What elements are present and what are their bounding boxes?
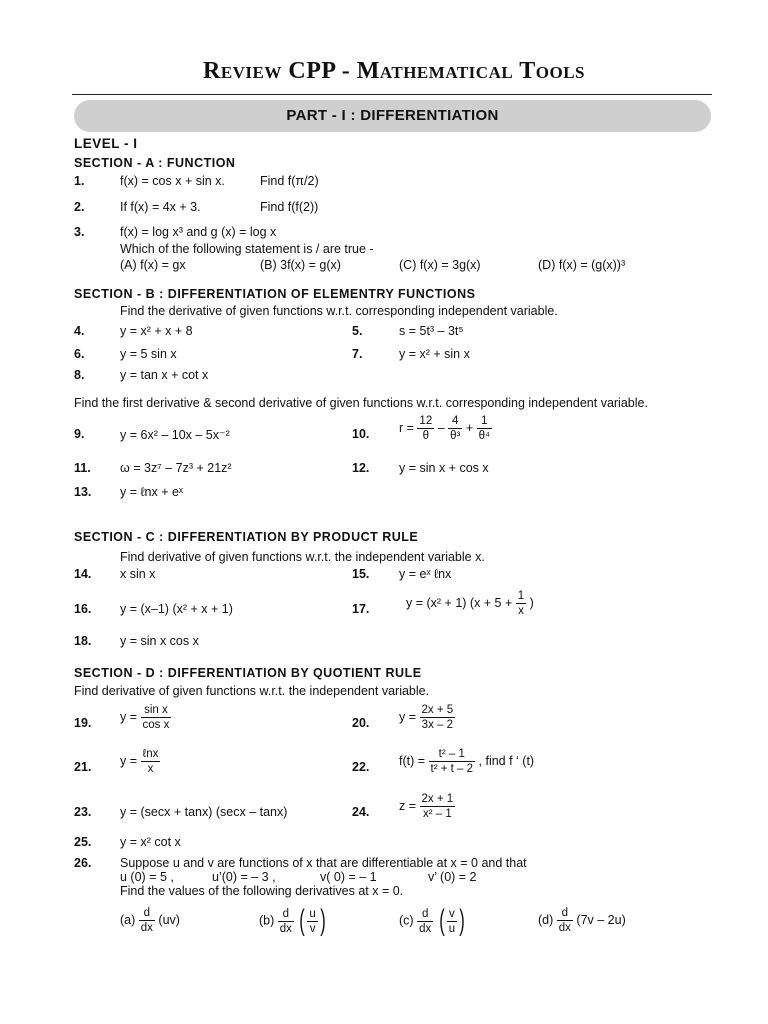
denominator: dx (558, 922, 571, 934)
derivative-option-c (399, 906, 467, 936)
section-a-heading: SECTION - A : FUNCTION (74, 156, 236, 170)
problem-text: y = x² + sin x (399, 347, 470, 361)
fraction (448, 414, 462, 443)
numerator: 12 (419, 415, 433, 427)
fraction (429, 747, 476, 776)
option-label: (a) (120, 912, 136, 927)
problem-expression (120, 747, 160, 776)
denominator: v (309, 922, 316, 935)
option-a: (A) f(x) = gx (120, 258, 186, 272)
problem-expression (399, 747, 534, 776)
problem-text: y = ℓnx + eˣ (120, 485, 184, 499)
section-instruction: Find the first derivative & second derivative of given functions w.r.t. corresponding independent variable. (74, 396, 648, 410)
denominator: θ⁴ (478, 430, 490, 442)
expr-suffix: , find f ‘ (t) (478, 753, 535, 768)
problem-text: Suppose u and v are functions of x that are differentiable at x = 0 and that (120, 856, 527, 870)
fraction (141, 703, 172, 732)
problem-text: Find the values of the following derivatives at x = 0. (120, 884, 404, 898)
denominator: cos x (142, 719, 170, 731)
denominator: θ (422, 430, 430, 442)
fraction (557, 906, 573, 935)
numerator: 1 (517, 590, 525, 602)
expr-prefix: f(t) = (399, 753, 426, 768)
section-b-heading: SECTION - B : DIFFERENTIATION OF ELEMENTRY FUNCTIONS (74, 287, 476, 301)
problem-number: 10. (352, 427, 370, 441)
problem-find: Find f(π/2) (260, 174, 319, 188)
option-label: (d) (538, 912, 554, 927)
problem-number: 25. (74, 835, 92, 849)
expr-suffix: (uv) (158, 912, 180, 927)
expr-prefix: y = (120, 753, 138, 768)
problem-text: y = tan x + cot x (120, 368, 209, 382)
fraction (141, 747, 161, 776)
section-c-heading: SECTION - C : DIFFERENTIATION BY PRODUCT RULE (74, 530, 419, 544)
option-label: (c) (399, 913, 414, 928)
problem-number: 22. (352, 760, 370, 774)
expr-suffix: (7v – 2u) (576, 912, 626, 927)
problem-text: Which of the following statement is / are true - (120, 242, 374, 256)
fraction (278, 907, 294, 936)
option-d: (D) f(x) = (g(x))³ (538, 258, 626, 272)
denominator: x (147, 763, 154, 775)
numerator: sin x (141, 703, 172, 718)
section-instruction: Find derivative of given functions w.r.t. the independent variable x. (120, 550, 485, 564)
problem-number: 11. (74, 461, 91, 475)
problem-text: f(x) = log x³ and g (x) = log x (120, 225, 277, 239)
numerator: 2x + 5 (421, 704, 454, 716)
expr-prefix: y = (120, 709, 138, 724)
numerator: t² – 1 (429, 747, 476, 762)
numerator: 1 (477, 414, 492, 429)
problem-number: 13. (74, 485, 92, 499)
fraction (420, 792, 456, 821)
problem-number: 18. (74, 634, 92, 648)
expr-suffix: ) (529, 595, 534, 610)
problem-number: 20. (352, 716, 370, 730)
problem-expression (120, 703, 171, 732)
denominator: θ³ (450, 430, 461, 442)
fraction (420, 703, 456, 732)
problem-text: ω = 3z⁷ – 7z³ + 21z² (120, 461, 232, 475)
numerator: d (417, 907, 433, 922)
problem-number: 14. (74, 567, 92, 581)
condition: u (0) = 5 , (120, 870, 174, 884)
numerator: d (278, 907, 294, 922)
denominator: dx (279, 922, 292, 935)
option-b: (B) 3f(x) = g(x) (260, 258, 341, 272)
left-paren: ( (438, 904, 445, 937)
condition: u’(0) = – 3 , (212, 870, 276, 884)
title-divider (72, 94, 712, 95)
page-title: Review CPP - Mathematical Tools (202, 58, 585, 84)
problem-expression (399, 792, 455, 821)
numerator: d (139, 906, 155, 921)
part-banner: PART - I : DIFFERENTIATION (74, 100, 711, 132)
numerator: u (309, 907, 316, 920)
problem-find: Find f(f(2)) (260, 200, 319, 214)
numerator: v (447, 907, 457, 922)
denominator: dx (419, 922, 432, 935)
problem-number: 8. (74, 368, 85, 382)
left-paren: ( (299, 904, 306, 937)
numerator: ℓnx (142, 748, 159, 760)
problem-expression (406, 589, 534, 618)
operator: – (437, 420, 445, 435)
section-instruction: Find derivative of given functions w.r.t. the independent variable. (74, 684, 430, 698)
problem-text: y = 5 sin x (120, 347, 177, 361)
problem-number: 21. (74, 760, 92, 774)
problem-text: If f(x) = 4x + 3. (120, 200, 201, 214)
problem-expression (399, 414, 492, 443)
condition: v’ (0) = 2 (428, 870, 477, 884)
problem-text: y = (secx + tanx) (secx – tanx) (120, 805, 288, 819)
problem-text: y = eˣ ℓnx (399, 567, 452, 581)
problem-number: 9. (74, 427, 85, 441)
problem-number: 6. (74, 347, 85, 361)
problem-text: y = x² cot x (120, 835, 181, 849)
problem-text: f(x) = cos x + sin x. (120, 174, 225, 188)
denominator: 3x – 2 (421, 719, 453, 731)
right-paren: ) (320, 904, 326, 937)
denominator: dx (140, 922, 153, 934)
denominator: t² + t – 2 (430, 763, 474, 775)
problem-number: 12. (352, 461, 370, 475)
problem-number: 24. (352, 805, 370, 819)
fraction (477, 414, 492, 443)
problem-text: y = (x–1) (x² + x + 1) (120, 602, 233, 616)
expr-prefix: z = (399, 798, 417, 813)
problem-number: 7. (352, 347, 363, 361)
numerator: d (557, 906, 573, 921)
option-c: (C) f(x) = 3g(x) (399, 258, 481, 272)
derivative-option-d (538, 906, 626, 935)
problem-text: y = x² + x + 8 (120, 324, 193, 338)
numerator: 2x + 1 (421, 793, 454, 805)
fraction (139, 906, 155, 935)
problem-text: s = 5t³ – 3t⁵ (399, 324, 464, 338)
problem-number: 1. (74, 174, 85, 188)
expr-prefix: y = (399, 709, 417, 724)
section-instruction: Find the derivative of given functions w.r.t. corresponding independent variable. (120, 304, 558, 318)
condition: v( 0) = – 1 (320, 870, 377, 884)
denominator: x² – 1 (422, 808, 452, 820)
derivative-option-a (120, 906, 180, 935)
problem-text: y = sin x + cos x (399, 461, 489, 475)
problem-number: 4. (74, 324, 85, 338)
problem-text: y = 6x² – 10x – 5x⁻² (120, 428, 230, 442)
expr-prefix: r = (399, 420, 414, 435)
problem-number: 19. (74, 716, 92, 730)
problem-number: 16. (74, 602, 92, 616)
expr-prefix: y = (x² + 1) (x + 5 + (406, 595, 513, 610)
numerator: 4 (448, 414, 462, 429)
denominator: u (448, 922, 456, 935)
problem-number: 15. (352, 567, 370, 581)
fraction (307, 907, 317, 936)
problem-number: 23. (74, 805, 92, 819)
fraction (516, 589, 526, 618)
problem-number: 3. (74, 225, 85, 239)
fraction (417, 414, 434, 443)
problem-text: y = sin x cos x (120, 634, 199, 648)
option-label: (b) (259, 913, 275, 928)
derivative-option-b (259, 906, 328, 936)
fraction (447, 907, 457, 936)
problem-expression (399, 703, 455, 732)
problem-number: 2. (74, 200, 85, 214)
problem-text: x sin x (120, 567, 156, 581)
problem-number: 26. (74, 856, 92, 870)
problem-number: 17. (352, 602, 370, 616)
level-heading: LEVEL - I (74, 136, 138, 151)
right-paren: ) (459, 904, 465, 937)
fraction (417, 907, 433, 936)
operator: + (465, 420, 474, 435)
problem-number: 5. (352, 324, 363, 338)
section-d-heading: SECTION - D : DIFFERENTIATION BY QUOTIENT RULE (74, 666, 422, 680)
denominator: x (518, 605, 524, 617)
